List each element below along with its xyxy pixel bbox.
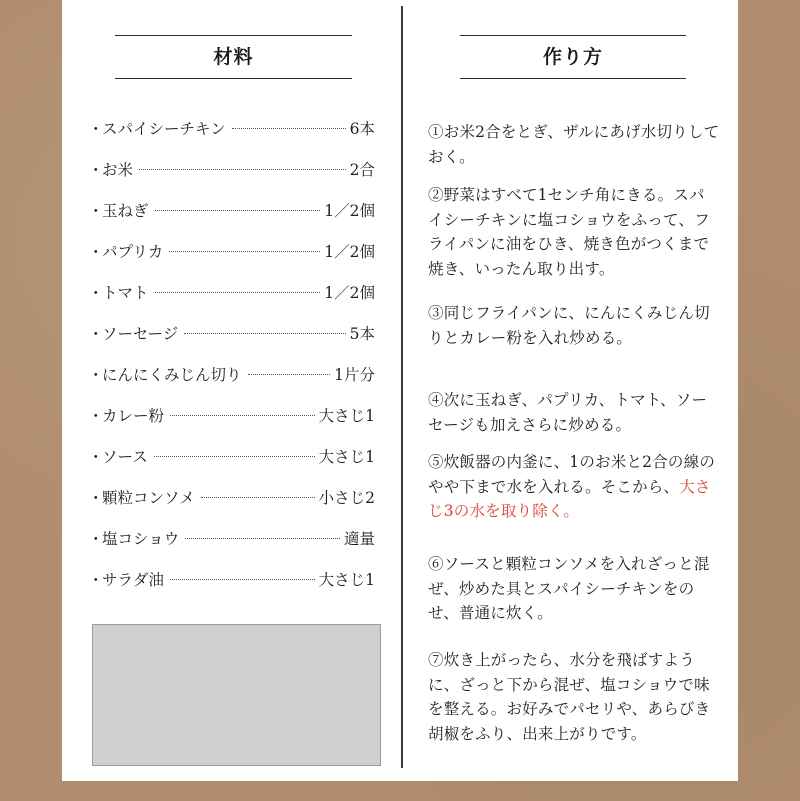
dot-leader [248, 374, 331, 375]
ingredient-row [88, 442, 375, 483]
ingredient-name: トマト [102, 284, 149, 302]
ingredient-row [88, 114, 375, 155]
ingredient-quantity: 1／2個 [324, 284, 375, 302]
ingredient-row [88, 196, 375, 237]
ingredient-name: 顆粒コンソメ [102, 489, 195, 507]
ingredient-name: カレー粉 [102, 407, 165, 425]
ingredient-row [88, 319, 375, 360]
bullet: ・ [88, 120, 104, 138]
ingredient-quantity: 小さじ2 [318, 489, 375, 507]
step-highlight-text: 大さじ3の水を取り除く。 [428, 477, 711, 520]
method-step [428, 552, 720, 648]
dot-leader [232, 128, 346, 129]
step-text: ①お米2合をとぎ、ザルにあげ水切りしておく。 [428, 123, 720, 166]
bullet: ・ [88, 571, 104, 589]
step-text: ⑦炊き上がったら、水分を飛ばすように、ざっと下から混ぜ、塩コショウで味を整える。お好みでパセリや、あらびき胡椒をふり、出来上がりです。 [428, 651, 711, 743]
dot-leader [154, 456, 315, 457]
ingredient-name: サラダ油 [102, 571, 164, 589]
dot-leader [170, 415, 315, 416]
dot-leader [185, 538, 340, 539]
ingredient-quantity: 1片分 [334, 366, 375, 384]
dot-leader [201, 497, 315, 498]
bullet: ・ [88, 448, 104, 466]
dot-leader [184, 333, 345, 334]
bullet: ・ [88, 325, 104, 343]
bullet: ・ [88, 530, 104, 548]
dish-photo-placeholder [92, 624, 381, 766]
ingredient-row [88, 237, 375, 278]
step-text: ⑤炊飯器の内釜に、1のお米と2合の線のやや下まで水を入れる。そこから、 [428, 453, 716, 496]
step-text: ④次に玉ねぎ、パプリカ、トマト、ソーセージも加えさらに炒める。 [428, 391, 708, 434]
ingredient-name: ソーセージ [102, 325, 179, 343]
ingredient-quantity: 大さじ1 [318, 448, 375, 466]
bullet: ・ [88, 407, 104, 425]
method-step [428, 648, 720, 748]
method-step [428, 301, 720, 388]
bullet: ・ [88, 366, 104, 384]
ingredient-quantity: 大さじ1 [318, 571, 375, 589]
ingredient-row [88, 565, 375, 606]
ingredient-name: パプリカ [102, 243, 164, 261]
ingredient-name: 玉ねぎ [102, 202, 149, 220]
dot-leader [169, 251, 320, 252]
column-divider [401, 6, 403, 768]
ingredient-row [88, 155, 375, 196]
dot-leader [155, 292, 321, 293]
dot-leader [170, 579, 315, 580]
dot-leader [139, 169, 346, 170]
ingredient-name: お米 [102, 161, 134, 179]
ingredient-quantity: 6本 [349, 120, 375, 138]
step-text: ⑥ソースと顆粒コンソメを入れざっと混ぜ、炒めた具とスパイシーチキンをのせ、普通に炊く。 [428, 555, 710, 622]
bullet: ・ [88, 489, 104, 507]
ingredient-quantity: 大さじ1 [318, 407, 375, 425]
step-text: ③同じフライパンに、にんにくみじん切りとカレー粉を入れ炒める。 [428, 304, 710, 347]
ingredient-list [88, 114, 375, 606]
ingredient-quantity: 適量 [343, 530, 375, 548]
method-step [428, 183, 720, 301]
method-step [428, 120, 720, 183]
method-step [428, 388, 720, 450]
bullet: ・ [88, 202, 104, 220]
ingredient-row [88, 524, 375, 565]
step-text: ②野菜はすべて1センチ角にきる。スパイシーチキンに塩コショウをふって、フライパンに油をひき、焼き色がつくまで焼き、いったん取り出す。 [428, 186, 710, 278]
ingredient-quantity: 5本 [349, 325, 375, 343]
ingredient-row [88, 360, 375, 401]
ingredient-quantity: 1／2個 [324, 243, 375, 261]
ingredient-row [88, 401, 375, 442]
ingredient-name: ソース [102, 448, 148, 466]
ingredient-name: にんにくみじん切り [102, 366, 242, 384]
method-heading: 作り方 [460, 35, 686, 79]
ingredients-heading: 材料 [115, 35, 352, 79]
method-step [428, 450, 720, 552]
ingredient-name: 塩コショウ [102, 530, 180, 548]
ingredient-quantity: 1／2個 [324, 202, 375, 220]
ingredient-name: スパイシーチキン [102, 120, 226, 138]
method-steps [428, 120, 720, 748]
dot-leader [155, 210, 321, 211]
ingredient-quantity: 2合 [349, 161, 375, 179]
ingredient-row [88, 483, 375, 524]
ingredient-row [88, 278, 375, 319]
bullet: ・ [88, 284, 104, 302]
bullet: ・ [88, 243, 104, 261]
bullet: ・ [88, 161, 104, 179]
